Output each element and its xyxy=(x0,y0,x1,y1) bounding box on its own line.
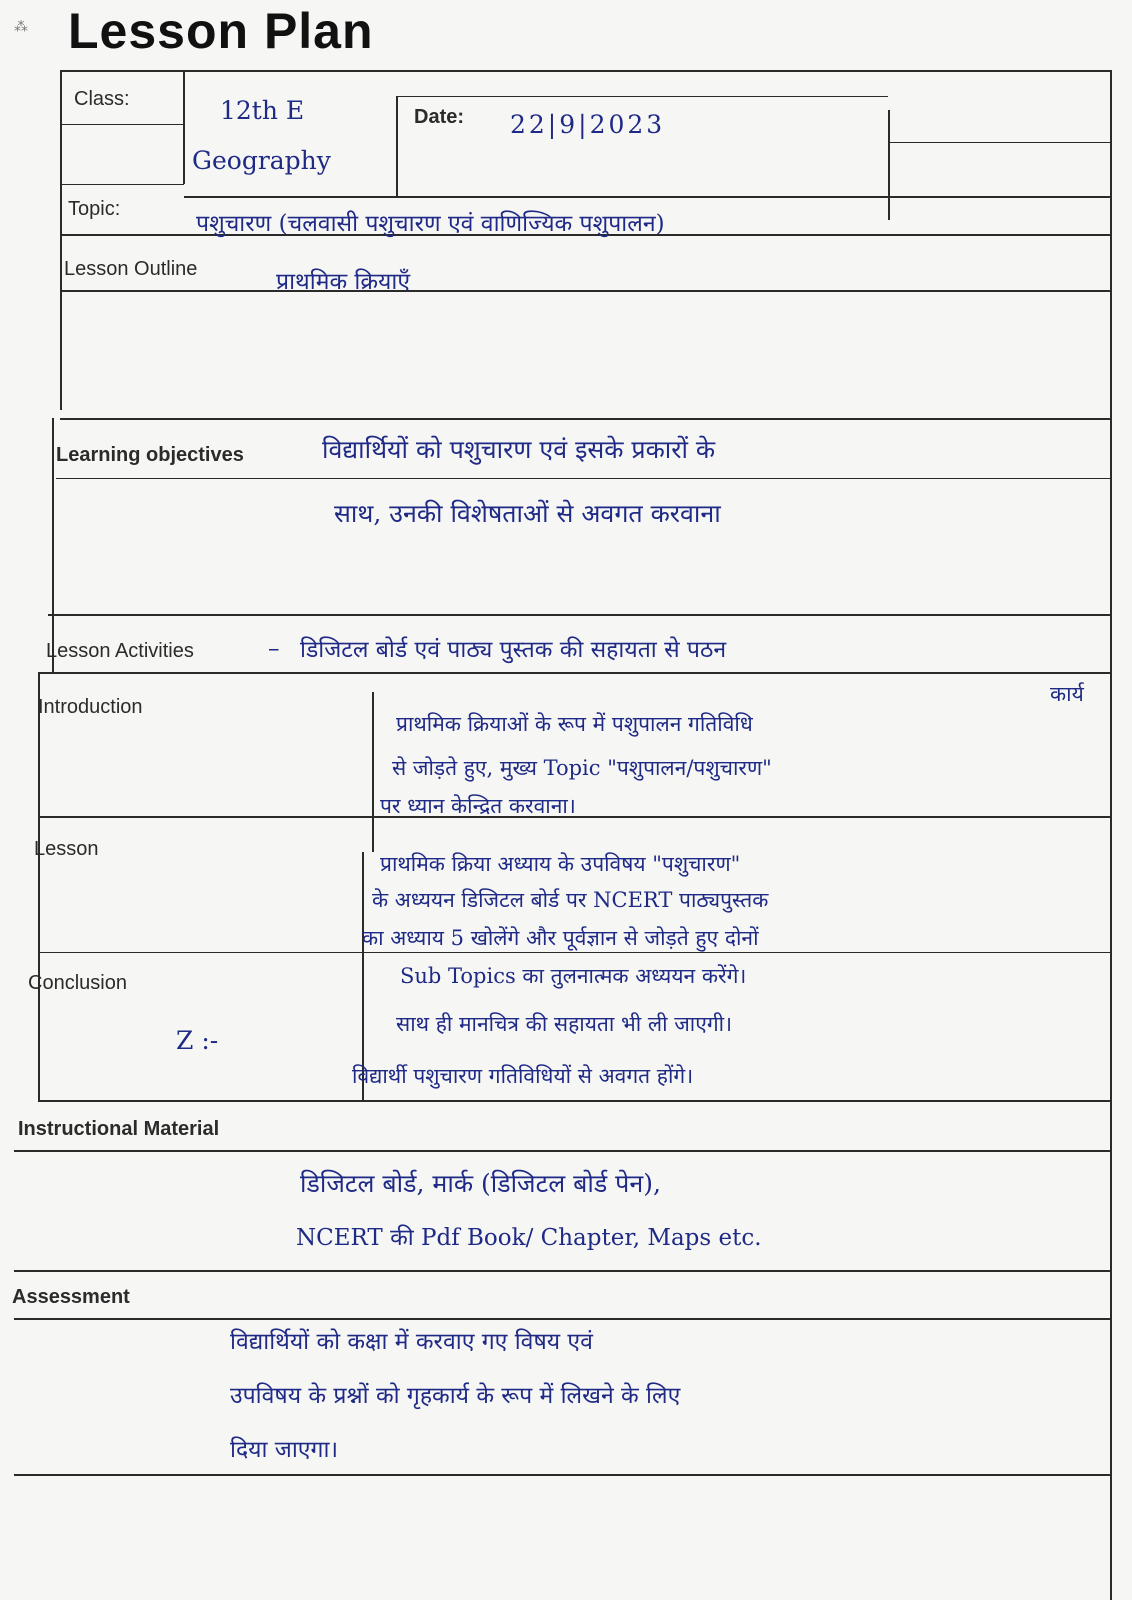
objectives-line-1: विद्यार्थियों को पशुचारण एवं इसके प्रकारों के xyxy=(322,435,716,464)
activities-label: Lesson Activities xyxy=(46,640,194,662)
introduction-line-3: पर ध्यान केन्द्रित करवाना। xyxy=(380,794,576,818)
rule-h3 xyxy=(888,142,1110,143)
activities-value-line2: कार्य xyxy=(1050,682,1084,706)
conclusion-label: Conclusion xyxy=(28,972,127,994)
rule-activities-divider xyxy=(372,692,374,852)
lesson-line-1: प्राथमिक क्रिया अध्याय के उपविषय "पशुचारण" xyxy=(380,852,741,876)
class-value-line2: Geography xyxy=(192,146,331,175)
rule-bottom xyxy=(14,1474,1110,1476)
material-line-1: डिजिटल बोर्ड, मार्क (डिजिटल बोर्ड पेन), xyxy=(300,1169,661,1198)
objectives-label: Learning objectives xyxy=(56,444,244,466)
rule-top xyxy=(62,70,1112,72)
activities-value-line1: डिजिटल बोर्ड एवं पाठ्य पुस्तक की सहायता से पठन xyxy=(300,637,727,663)
rule-h5 xyxy=(184,196,1110,198)
rule-h1 xyxy=(398,96,888,97)
assessment-line-1: विद्यार्थियों को कक्षा में करवाए गए विषय एवं xyxy=(230,1329,593,1355)
topic-label: Topic: xyxy=(68,198,121,220)
rule-h13 xyxy=(38,952,1110,953)
activities-dash: – xyxy=(268,636,280,662)
conclusion-mark: Z :- xyxy=(176,1026,219,1055)
conclusion-line: विद्यार्थी पशुचारण गतिविधियों से अवगत होंगे। xyxy=(352,1064,694,1088)
rule-h16 xyxy=(14,1270,1110,1272)
objectives-line-2: साथ, उनकी विशेषताओं से अवगत करवाना xyxy=(334,499,721,528)
rule-h11 xyxy=(40,672,1110,674)
date-value: 22|9|2023 xyxy=(510,110,666,139)
lesson-label: Lesson xyxy=(34,838,99,860)
date-label: Date: xyxy=(414,106,465,128)
rule-right xyxy=(1110,70,1112,1600)
rule-h14 xyxy=(38,1100,1110,1102)
introduction-label: Introduction xyxy=(38,696,143,718)
rule-h4 xyxy=(62,184,184,185)
class-value-line1: 12th E xyxy=(220,96,305,125)
rule-date-divider xyxy=(396,96,398,196)
rule-date-right xyxy=(888,110,890,220)
assessment-line-2: उपविषय के प्रश्नों को गृहकार्य के रूप में लिखने के लिए xyxy=(230,1383,681,1409)
page-title: Lesson Plan xyxy=(68,3,374,59)
material-label: Instructional Material xyxy=(18,1118,220,1140)
lesson-line-4: Sub Topics का तुलनात्मक अध्ययन करेंगे। xyxy=(400,964,747,988)
assessment-label: Assessment xyxy=(12,1286,130,1308)
rule-h10 xyxy=(48,614,1110,616)
outline-label: Lesson Outline xyxy=(64,258,198,280)
lesson-line-3: का अध्याय 5 खोलेंगे और पूर्वज्ञान से जोड़ते हुए दोनों xyxy=(362,926,759,950)
rule-h8 xyxy=(60,418,1110,420)
outline-value: प्राथमिक क्रियाएँ xyxy=(276,269,411,295)
class-label: Class: xyxy=(74,88,130,110)
rule-h17 xyxy=(14,1318,1110,1320)
corner-mark: ⁂ xyxy=(14,18,28,34)
assessment-line-3: दिया जाएगा। xyxy=(230,1437,339,1463)
introduction-line-2: से जोड़ते हुए, मुख्य Topic "पशुपालन/पशुचारण" xyxy=(392,756,772,780)
lesson-line-2: के अध्ययन डिजिटल बोर्ड पर NCERT पाठ्यपुस्तक xyxy=(372,888,769,912)
rule-h2 xyxy=(62,124,184,125)
rule-left-upper xyxy=(60,70,62,410)
rule-h9 xyxy=(56,478,1110,479)
rule-class-divider xyxy=(183,72,185,184)
introduction-line-1: प्राथमिक क्रियाओं के रूप में पशुपालन गतिविधि xyxy=(396,712,753,736)
lesson-line-5: साथ ही मानचित्र की सहायता भी ली जाएगी। xyxy=(396,1012,733,1036)
rule-left-lower xyxy=(38,672,40,1102)
rule-h15 xyxy=(14,1150,1110,1152)
rule-h7 xyxy=(62,290,1110,292)
material-line-2: NCERT की Pdf Book/ Chapter, Maps etc. xyxy=(296,1225,762,1251)
topic-value: पशुचारण (चलवासी पशुचारण एवं वाणिज्यिक पशुपालन) xyxy=(196,211,665,237)
rule-left-mid xyxy=(52,418,54,672)
